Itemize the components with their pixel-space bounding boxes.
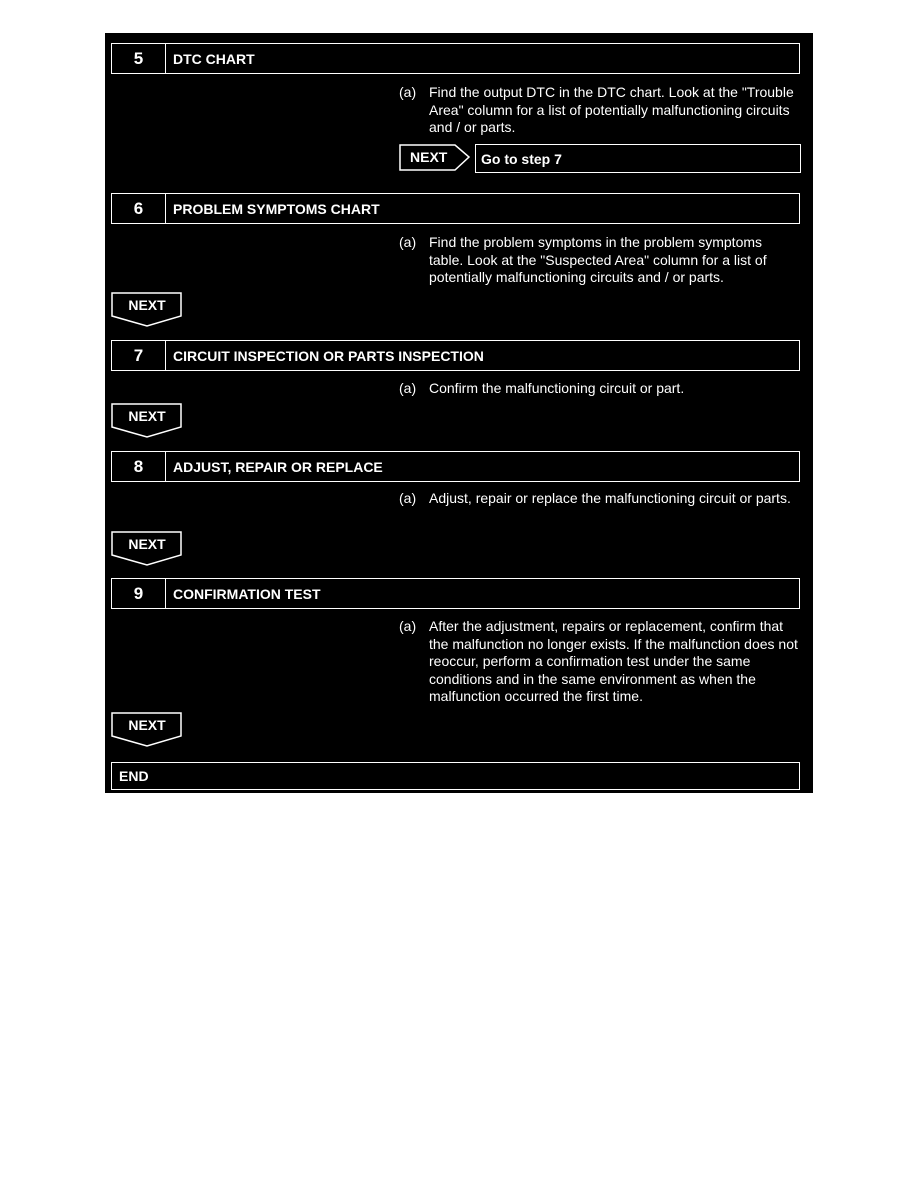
instruction-label: (a) bbox=[399, 380, 417, 396]
step-title: PROBLEM SYMPTOMS CHART bbox=[173, 200, 380, 217]
end-box: END bbox=[111, 762, 800, 790]
step-title: CONFIRMATION TEST bbox=[173, 585, 321, 602]
instruction-text: Find the problem symptoms in the problem symptoms table. Look at the "Suspected Area" column for a list of potentially malfunctioning circuits and / or parts. bbox=[429, 234, 767, 285]
instruction-text: Adjust, repair or replace the malfunctioning circuit or parts. bbox=[429, 490, 791, 506]
step-header-9 bbox=[111, 578, 800, 609]
next-label: NEXT bbox=[128, 408, 166, 424]
next-label: NEXT bbox=[128, 717, 166, 733]
next-label: NEXT bbox=[410, 149, 448, 165]
next-arrow bbox=[111, 403, 183, 439]
step-title: CIRCUIT INSPECTION OR PARTS INSPECTION bbox=[173, 347, 484, 364]
step-number: 8 bbox=[112, 452, 166, 481]
step-number: 7 bbox=[112, 341, 166, 370]
instruction-text: After the adjustment, repairs or replacement, confirm that the malfunction no longer exists. If the malfunction does not reoccur, perform a confirmation test under the same conditions and in the same environment as when the malfunction occurred the first time. bbox=[429, 618, 798, 704]
step-header-6 bbox=[111, 193, 800, 224]
next-arrow bbox=[111, 292, 183, 328]
step-number: 9 bbox=[112, 579, 166, 608]
instruction-text: Find the output DTC in the DTC chart. Look at the "Trouble Area" column for a list of potentially malfunctioning circuits and / or parts. bbox=[429, 84, 794, 135]
instruction-text: Confirm the malfunctioning circuit or part. bbox=[429, 380, 685, 396]
step-header-8 bbox=[111, 451, 800, 482]
step-instruction-8 bbox=[399, 490, 799, 508]
instruction-label: (a) bbox=[399, 84, 417, 100]
step-header-7 bbox=[111, 340, 800, 371]
step-header-5 bbox=[111, 43, 800, 74]
instruction-label: (a) bbox=[399, 618, 417, 634]
next-label: NEXT bbox=[128, 297, 166, 313]
goto-step-box: Go to step 7 bbox=[475, 144, 801, 173]
next-arrow bbox=[111, 712, 183, 748]
instruction-label: (a) bbox=[399, 490, 417, 506]
next-label: NEXT bbox=[128, 536, 166, 552]
step-instruction-9 bbox=[399, 618, 799, 706]
step-title: DTC CHART bbox=[173, 50, 255, 67]
step-instruction-5 bbox=[399, 84, 799, 137]
step-number: 5 bbox=[112, 44, 166, 73]
step-number: 6 bbox=[112, 194, 166, 223]
instruction-label: (a) bbox=[399, 234, 417, 250]
step-instruction-6 bbox=[399, 234, 799, 287]
procedure-panel bbox=[105, 33, 813, 793]
next-arrow bbox=[111, 531, 183, 567]
next-arrow-right bbox=[399, 144, 471, 172]
step-title: ADJUST, REPAIR OR REPLACE bbox=[173, 458, 383, 475]
step-instruction-7 bbox=[399, 380, 799, 398]
